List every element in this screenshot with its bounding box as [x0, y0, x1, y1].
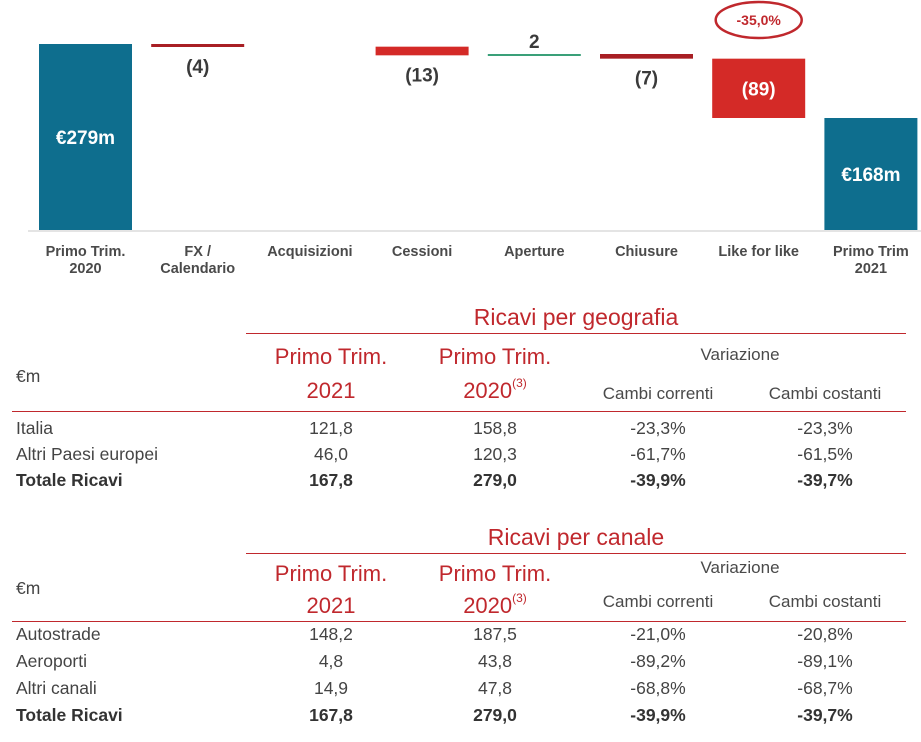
category-label: 2020: [69, 261, 102, 277]
category-label: Cessioni: [391, 244, 453, 260]
col-2021-line2: 2021: [306, 378, 356, 403]
cell-2021: 167,8: [309, 470, 353, 490]
col-constant-fx: Cambi costanti: [768, 384, 882, 403]
annotation-text: -35,0%: [736, 12, 781, 28]
cell-2021: 121,8: [309, 418, 353, 438]
cell-2021: 167,8: [309, 705, 353, 725]
unit-label: €m: [16, 366, 41, 386]
footnote-mark: (3): [512, 591, 527, 605]
bar-6: [600, 54, 693, 59]
bar-5: [488, 54, 581, 56]
cell-2020: 120,3: [473, 444, 517, 464]
row-label: Altri Paesi europei: [16, 444, 159, 464]
cell-constant-fx: -20,8%: [797, 624, 853, 644]
unit-label: €m: [16, 578, 41, 598]
cell-2020: 47,8: [477, 678, 513, 698]
cell-2021: 46,0: [313, 444, 349, 464]
cell-constant-fx: -39,7%: [797, 705, 853, 725]
col-2020-line1: Primo Trim.: [438, 561, 552, 586]
row-label: Aeroporti: [16, 651, 88, 671]
title-rule: [246, 333, 906, 334]
bar-value-label: (13): [405, 65, 439, 87]
cell-current-fx: -21,0%: [630, 624, 686, 644]
col-2020-year: 2020: [463, 593, 513, 618]
category-label: Primo Trim.: [45, 244, 126, 260]
cell-constant-fx: -68,7%: [797, 678, 853, 698]
title-rule: [246, 553, 906, 554]
table-title: Ricavi per geografia: [473, 304, 679, 330]
bar-value-label: (89): [741, 79, 776, 101]
col-2020-line2: [420, 593, 570, 619]
bar-4: [376, 47, 469, 56]
col-2021-line2: 2021: [306, 593, 356, 618]
cell-2021: 4,8: [318, 651, 344, 671]
col-2021-line1: Primo Trim.: [274, 561, 388, 586]
row-label: Totale Ricavi: [16, 705, 123, 725]
table-channel: [0, 520, 921, 742]
bar-value-label: €168m: [841, 165, 901, 186]
col-current-fx: Cambi correnti: [602, 384, 714, 403]
cell-constant-fx: -89,1%: [797, 651, 853, 671]
cell-current-fx: -68,8%: [630, 678, 686, 698]
col-constant-fx: Cambi costanti: [768, 592, 882, 611]
cell-2021: 148,2: [309, 624, 353, 644]
row-label: Italia: [16, 418, 53, 438]
category-label: Like for like: [718, 244, 799, 260]
cell-current-fx: -39,9%: [630, 705, 686, 725]
table-geography: [0, 300, 921, 500]
header-rule: [12, 621, 906, 622]
category-label: Primo Trim: [833, 244, 909, 260]
header-rule: [12, 411, 906, 412]
cell-2020: 43,8: [477, 651, 513, 671]
col-2020-line1: Primo Trim.: [438, 344, 552, 369]
col-2020-year: 2020: [463, 378, 513, 403]
cell-current-fx: -23,3%: [630, 418, 686, 438]
footnote-mark: (3): [512, 376, 527, 390]
variation-header: Variazione: [700, 345, 780, 364]
cell-2020: 158,8: [473, 418, 517, 438]
bar-value-label: 2: [529, 32, 540, 53]
row-label: Autostrade: [16, 624, 101, 644]
row-label: Totale Ricavi: [16, 470, 123, 490]
category-label: Aperture: [504, 244, 565, 260]
category-label: Acquisizioni: [267, 244, 353, 260]
col-current-fx: Cambi correnti: [602, 592, 714, 611]
cell-2020: 279,0: [473, 470, 517, 490]
bar-value-label: (7): [634, 68, 659, 90]
bar-2: [151, 44, 244, 47]
table-title: Ricavi per canale: [487, 524, 665, 550]
cell-constant-fx: -61,5%: [797, 444, 853, 464]
row-label: Altri canali: [16, 678, 97, 698]
category-label: Chiusure: [615, 244, 678, 260]
bar-value-label: €279m: [55, 128, 116, 149]
col-2021-line1: Primo Trim.: [274, 344, 388, 369]
col-2020-line2: [420, 378, 570, 404]
cell-current-fx: -61,7%: [630, 444, 686, 464]
cell-current-fx: -89,2%: [630, 651, 686, 671]
cell-2020: 187,5: [473, 624, 517, 644]
category-label: 2021: [854, 261, 888, 277]
bar-value-label: (4): [186, 57, 210, 78]
variation-header: Variazione: [700, 558, 780, 577]
cell-current-fx: -39,9%: [630, 470, 686, 490]
category-label: Calendario: [160, 261, 236, 277]
cell-constant-fx: -39,7%: [797, 470, 853, 490]
cell-2021: 14,9: [313, 678, 349, 698]
cell-constant-fx: -23,3%: [797, 418, 853, 438]
waterfall-chart: [0, 0, 921, 290]
cell-2020: 279,0: [473, 705, 517, 725]
category-label: FX /: [184, 244, 211, 260]
